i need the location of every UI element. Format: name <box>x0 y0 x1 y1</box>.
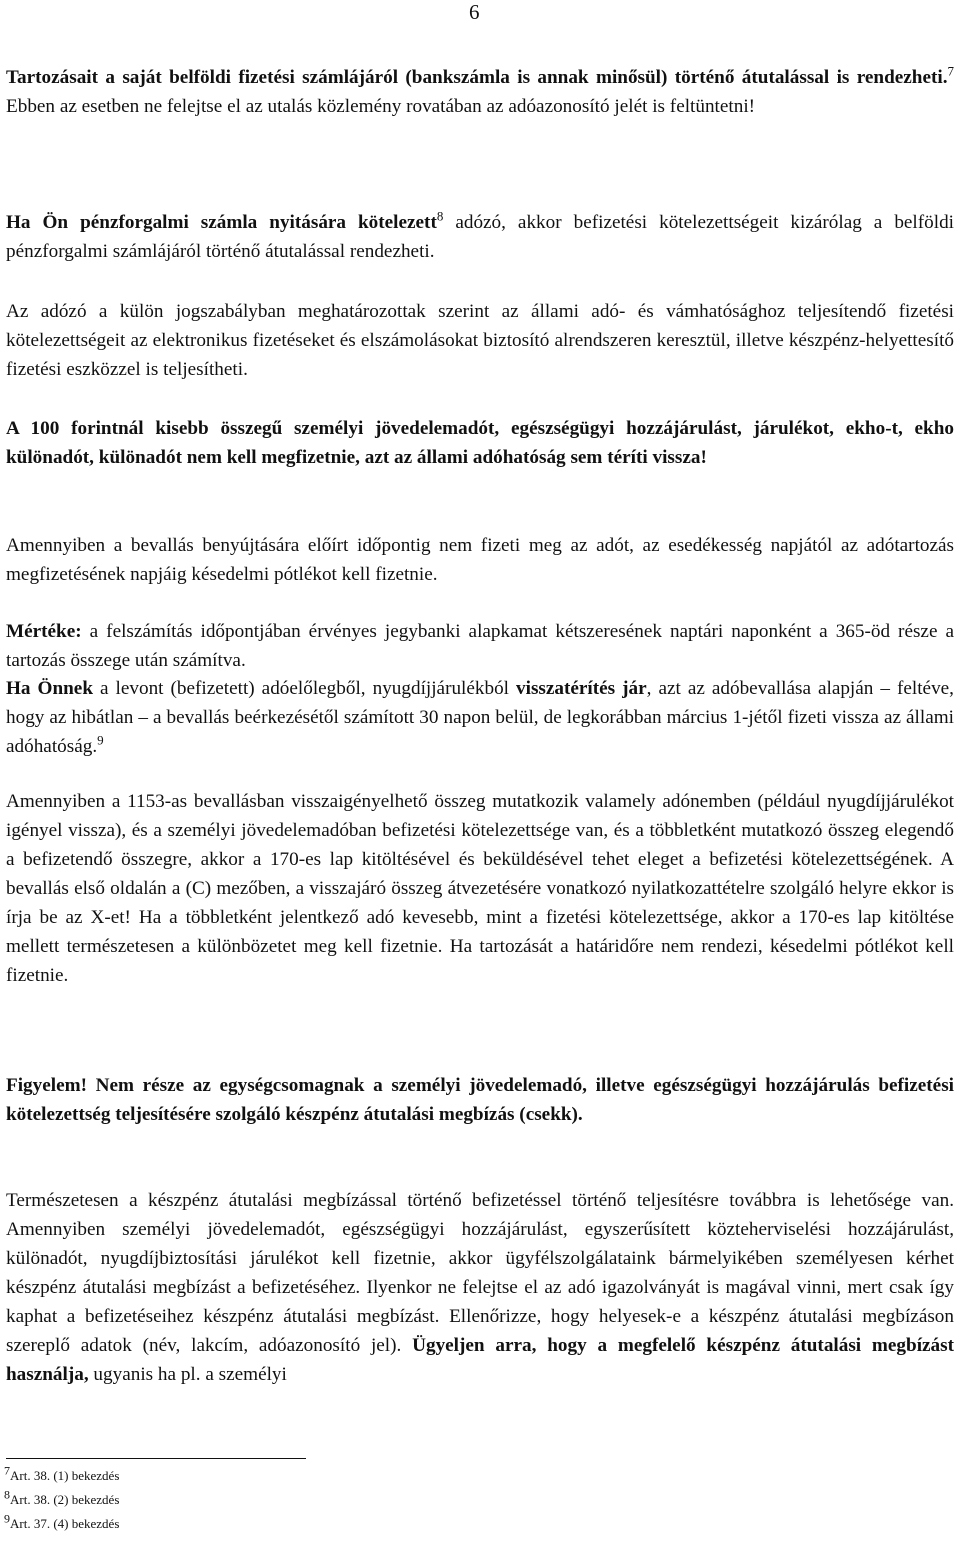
footnote-number: 9 <box>4 1511 10 1526</box>
cash-transfer-text-1: Természetesen a készpénz átutalási megbízással történő befizetéssel történő teljesítésre továbbra is lehetősége van. Amennyiben személyi jövedelemadót, egészségügyi hozzájárulást, egyszerűsített közteherviselési hozzájárulást, különadót, nyugdíjbiztosítási járulékot kell fizetnie, akkor ügyfélszolgálataink bármelyikében személyesen kérhet készpénz átutalási megbízást a befizetéséhez. Ilyenkor ne felejtse el az adó igazolványát is magával vinni, mert csak így kaphat a befizetéseihez készpénz átutalási megbízást. Ellenőrizze, hogy helyesek-e a készpénz átutalási megbízáson szereplő adatok (név, lakcím, adóazonosító jel). <box>6 1190 954 1356</box>
paragraph-bank-transfer <box>6 63 954 121</box>
footnote-ref-9: 9 <box>97 732 104 748</box>
footnote-text: Art. 38. (2) bekezdés <box>10 1492 120 1507</box>
paragraph-obligated-account <box>6 208 954 266</box>
footnote-ref-7: 7 <box>947 63 954 79</box>
footnote-8 <box>4 1487 120 1508</box>
footnote-ref-8: 8 <box>436 208 444 224</box>
refund-text-2: , azt az adóbevallása alapján – feltéve, hogy az hibátlan – a bevallás beérkezésétől számított 30 napon belül, de legkorábban március 1-jétől fizeti vissza az állami adóhatóság. <box>6 678 954 757</box>
bank-transfer-bold-text: Tartozásait a saját belföldi fizetési számlájáról (bankszámla is annak minősül) történő átutalással is rendezheti. <box>6 67 948 88</box>
footnote-separator <box>6 1458 306 1459</box>
obligated-account-text: adózó, akkor befizetési kötelezettségeit kizárólag a belföldi pénzforgalmi számlájáról történő átutalással rendezheti. <box>6 212 954 262</box>
cash-transfer-text-2: ugyanis ha pl. a személyi <box>88 1364 287 1385</box>
footnote-9 <box>4 1511 120 1532</box>
return-1153-text: Amennyiben a 1153-as bevallásban visszaigényelhető összeg mutatkozik valamely adónemben (például nyugdíjjárulékot igényel vissza), és a személyi jövedelemadóban befizetési kötelezettsége van, és a többletként mutatkozó összeg elegendő a befizetendő összegre, akkor a 170-es lap kitöltésével és beküldésével tehet eleget a befizetési kötelezettségének. A bevallás első oldalán a (C) mezőben, a visszajáró összeg átvezetésére vonatkozó nyilatkozattételre szolgáló helyre ekkor is írja be az X-et! Ha a többletként jelentkező adó kevesebb, mint a fizetési kötelezettsége, akkor a 170-es lap kitöltése mellett természetesen a különbözetet meg kell fizetnie. Ha tartozását a határidőre nem rendezi, késedelmi pótlékot kell fizetnie. <box>6 791 954 986</box>
paragraph-electronic-payment <box>6 297 954 384</box>
rate-text: a felszámítás időpontjában érvényes jegybanki alapkamat kétszeresének naptári naponként a 365-öd része a tartozás összege után számítva. <box>6 621 954 671</box>
paragraph-rate <box>6 617 954 675</box>
paragraph-small-amount <box>6 414 954 472</box>
refund-bold-emphasis: visszatérítés jár <box>516 678 647 699</box>
footnote-number: 7 <box>4 1463 10 1478</box>
paragraph-attention <box>6 1071 954 1129</box>
paragraph-1153-return <box>6 787 954 990</box>
rate-label: Mértéke: <box>6 621 82 642</box>
footnote-text: Art. 38. (1) bekezdés <box>10 1468 120 1483</box>
bank-transfer-text: Ebben az esetben ne felejtse el az utalás közlemény rovatában az adóazonosító jelét is feltüntetni! <box>6 96 756 117</box>
late-payment-text: Amennyiben a bevallás benyújtására előírt időpontig nem fizeti meg az adót, az esedékesség napjától az adótartozás megfizetésének napjáig késedelmi pótlékot kell fizetnie. <box>6 535 954 585</box>
electronic-payment-text: Az adózó a külön jogszabályban meghatározottak szerint az állami adó- és vámhatósághoz teljesítendő fizetési kötelezettségeit az elektronikus fizetéseket és elszámolásokat biztosító alrendszeren keresztül, illetve készpénz-helyettesítő fizetési eszközzel is teljesítheti. <box>6 301 954 380</box>
page-number: 6 <box>469 0 480 24</box>
cash-transfer-bold-text: Ügyeljen arra, hogy a megfelelő készpénz átutalási megbízást használja, <box>6 1335 954 1385</box>
small-amount-bold-text: A 100 forintnál kisebb összegű személyi jövedelemadót, egészségügyi hozzájárulást, járulékot, ekho-t, ekho különadót, különadót nem kell megfizetnie, azt az állami adóhatóság sem téríti vissza! <box>6 418 954 468</box>
paragraph-refund <box>6 674 954 761</box>
paragraph-late-payment <box>6 531 954 589</box>
obligated-account-bold-text: Ha Ön pénzforgalmi számla nyitására kötelezett <box>6 212 437 233</box>
footnote-text: Art. 37. (4) bekezdés <box>10 1516 120 1531</box>
refund-text-1: a levont (befizetett) adóelőlegből, nyugdíjjárulékból <box>93 678 517 699</box>
footnote-7 <box>4 1463 120 1484</box>
paragraph-cash-transfer <box>6 1186 954 1389</box>
attention-bold-text: Figyelem! Nem része az egységcsomagnak a személyi jövedelemadó, illetve egészségügyi hozzájárulás befizetési kötelezettség teljesítésére szolgáló készpénz átutalási megbízás (csekk). <box>6 1075 954 1125</box>
refund-bold-lead: Ha Önnek <box>6 678 93 699</box>
footnote-number: 8 <box>4 1487 10 1502</box>
